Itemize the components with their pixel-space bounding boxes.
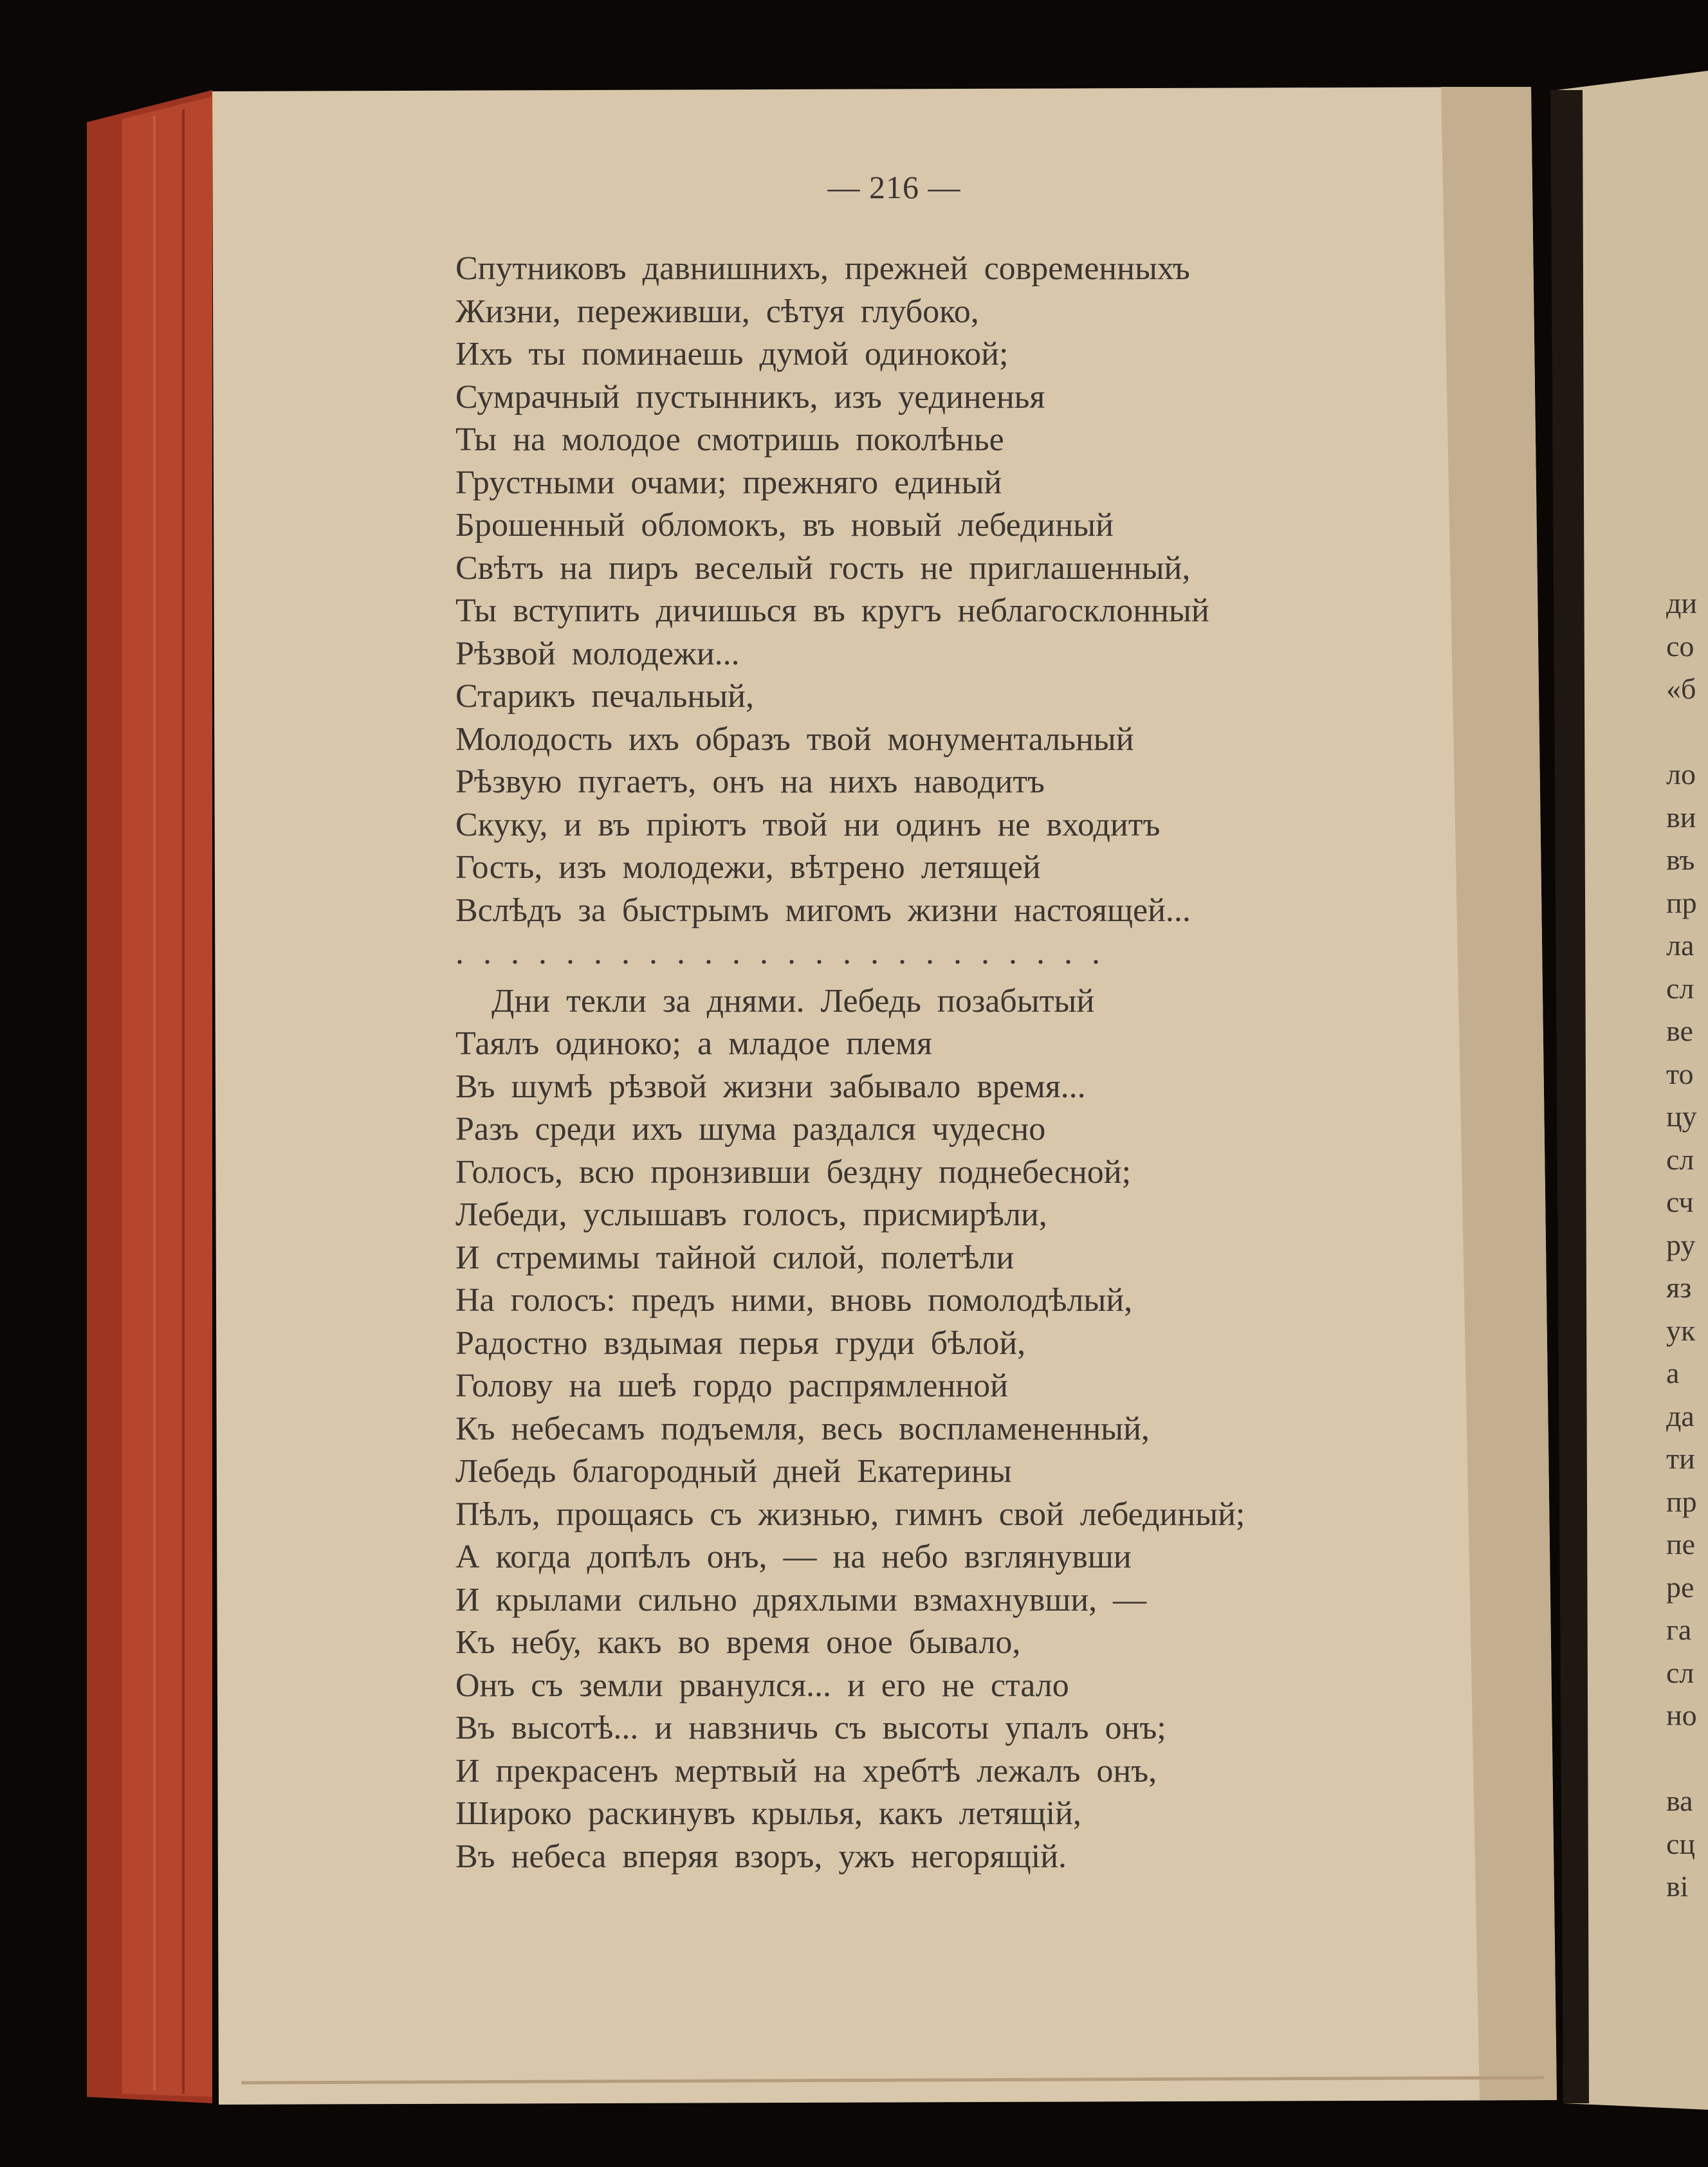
poem-line: Лебеди, услышавъ голосъ, присмирѣли, — [455, 1196, 1047, 1233]
facing-page-line-fragment: сл — [1666, 1142, 1694, 1176]
poem-line: Вслѣдъ за быстрымъ мигомъ жизни настоящей... — [455, 891, 1191, 929]
facing-page-line-fragment — [1666, 711, 1708, 754]
poem-line: Къ небу, какъ во время оное бывало, — [455, 1624, 1021, 1661]
facing-page-line-fragment: ти — [1666, 1442, 1695, 1475]
poem-line: Жизни, переживши, сѣтуя глубоко, — [455, 293, 979, 330]
poem-line: И прекрасенъ мертвый на хребтѣ лежалъ онъ, — [455, 1752, 1157, 1789]
poem-line: Ихъ ты поминаешь думой одинокой; — [455, 336, 1009, 372]
poem-line: И стремимы тайной силой, полетѣли — [455, 1239, 1015, 1276]
page-block-layer — [122, 96, 212, 2097]
facing-page-line-fragment: ви — [1666, 800, 1696, 834]
facing-page-line-fragment: сц — [1666, 1827, 1696, 1860]
facing-page-line-fragment: ук — [1666, 1313, 1696, 1347]
poem-line: Скуку, и въ пріютъ твой ни одинъ не входитъ — [455, 806, 1161, 843]
poem-line: Сумрачный пустынникъ, изъ уединенья — [455, 378, 1045, 416]
poem-line: Въ шумѣ рѣзвой жизни забывало время... — [455, 1068, 1086, 1105]
facing-page-line-fragment: пр — [1666, 1485, 1697, 1518]
dotted-separator: ........................ — [455, 935, 1119, 971]
facing-page-line-fragment: ва — [1666, 1784, 1693, 1817]
facing-page-line-fragment: ре — [1666, 1570, 1694, 1604]
poem-line: Широко раскинувъ крылья, какъ летящій, — [455, 1795, 1081, 1832]
poem-line: Разъ среди ихъ шума раздался чудесно — [455, 1111, 1046, 1148]
facing-page-line-fragment — [1666, 1737, 1708, 1780]
poem-line: И крылами сильно дряхлыми взмахнувши, — — [455, 1581, 1147, 1618]
poem-line: Голову на шеѣ гордо распрямленной — [455, 1367, 1008, 1404]
facing-page-fragments — [1666, 582, 1708, 1908]
poem-line: Дни текли за днями. Лебедь позабытый — [491, 982, 1095, 1019]
facing-page-line-fragment: а — [1666, 1357, 1680, 1389]
poem-line: Рѣзвой молодежи... — [455, 635, 740, 672]
poem-line: Въ высотѣ... и навзничь съ высоты упалъ онъ; — [455, 1710, 1166, 1746]
poem-line: Гость, изъ молодежи, вѣтрено летящей — [455, 849, 1041, 886]
facing-page-line-fragment: пе — [1666, 1528, 1696, 1560]
facing-page-line-fragment: яз — [1666, 1271, 1692, 1304]
facing-page-line-fragment: то — [1666, 1057, 1694, 1090]
poem-line: Пѣлъ, прощаясь съ жизнью, гимнъ свой лебединый; — [455, 1495, 1245, 1533]
facing-page-line-fragment: въ — [1666, 843, 1695, 876]
facing-page-line-fragment: сл — [1666, 971, 1694, 1005]
poem-line: Ты на молодое смотришь поколѣнье — [455, 421, 1004, 458]
facing-page-line-fragment: пр — [1666, 886, 1697, 919]
facing-page-line-fragment: ди — [1666, 587, 1698, 619]
poem-line: Въ небеса вперяя взоръ, ужъ негорящій. — [455, 1838, 1067, 1875]
facing-page-line-fragment: ло — [1666, 758, 1696, 791]
poem-line: Радостно вздымая перья груди бѣлой, — [455, 1324, 1026, 1362]
poem-line: Свѣтъ на пиръ веселый гость не приглашенный, — [455, 549, 1191, 587]
stanza-2 — [455, 980, 1343, 1879]
facing-page-line-fragment: ве — [1666, 1014, 1693, 1047]
poem-text — [455, 248, 1343, 1878]
stanza-gap — [455, 975, 1343, 980]
poem-line: Голосъ, всю пронзивши бездну поднебесной; — [455, 1153, 1132, 1191]
page-number: — 216 — — [827, 169, 961, 205]
poem-line: Брошенный обломокъ, въ новый лебединый — [455, 507, 1114, 544]
facing-page-line-fragment: со — [1666, 629, 1694, 663]
poem-line: Старикъ печальный, — [455, 678, 754, 715]
facing-page-line-fragment: да — [1666, 1399, 1694, 1432]
facing-page-line-fragment: сч — [1666, 1185, 1694, 1218]
poem-line: Ты вступить дичишься въ кругъ неблагосклонный — [455, 592, 1209, 629]
facing-page-line-fragment: но — [1666, 1699, 1697, 1732]
facing-page-line-fragment: ру — [1666, 1228, 1696, 1261]
poem-line: Онъ съ земли рванулся... и его не стало — [455, 1667, 1069, 1704]
facing-page-line-fragment: цу — [1666, 1100, 1697, 1133]
poem-line: Молодость ихъ образъ твой монументальный — [455, 720, 1134, 758]
facing-page-line-fragment: ла — [1666, 929, 1694, 962]
poem-line: Къ небесамъ подъемля, весь воспламененный, — [455, 1410, 1150, 1447]
poem-line: Рѣзвую пугаетъ, онъ на нихъ наводитъ — [455, 763, 1045, 800]
facing-page-line-fragment: га — [1666, 1613, 1692, 1646]
poem-line: Лебедь благородный дней Екатерины — [455, 1453, 1012, 1490]
poem-line: Спутниковъ давнишнихъ, прежней современныхъ — [455, 250, 1190, 287]
facing-page-line-fragment: сл — [1666, 1656, 1694, 1689]
poem-line: А когда допѣлъ онъ, — на небо взглянувши — [455, 1539, 1132, 1575]
poem-line: На голосъ: предъ ними, вновь помолодѣлый, — [455, 1282, 1133, 1319]
facing-page-line-fragment: ві — [1666, 1870, 1689, 1903]
facing-page-line-fragment: «б — [1666, 672, 1696, 705]
poem-line: Таялъ одиноко; а младое племя — [455, 1025, 932, 1062]
stanza-1 — [455, 248, 1343, 932]
poem-line: Грустными очами; прежняго единый — [455, 464, 1002, 501]
